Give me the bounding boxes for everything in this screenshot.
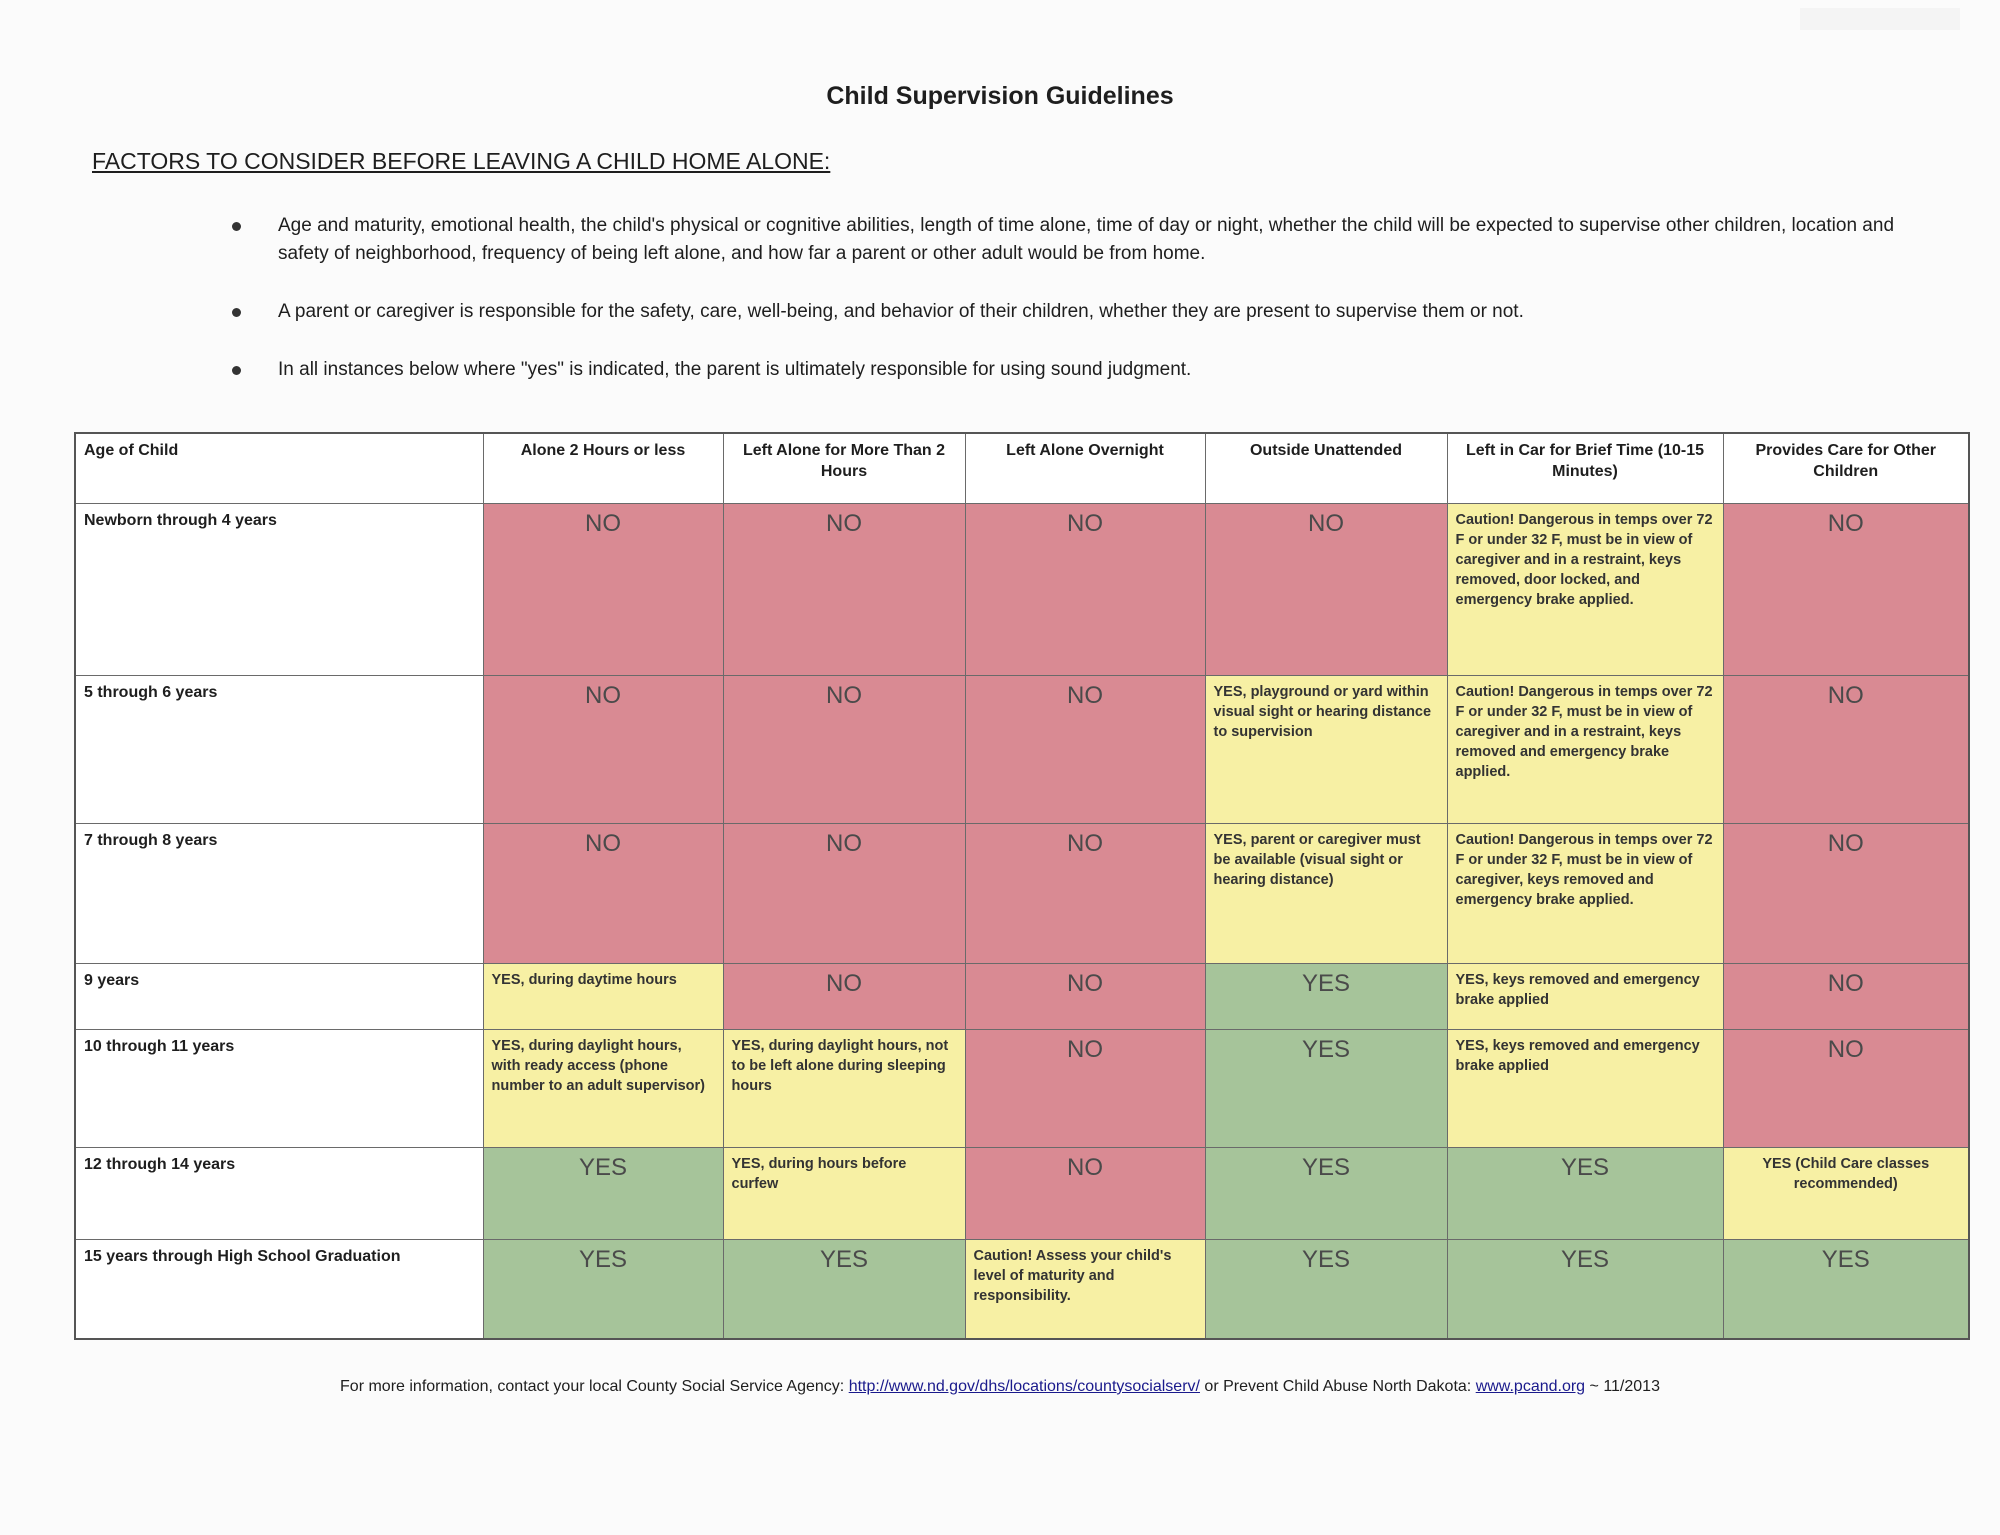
list-item-text: A parent or caregiver is responsible for the safety, care, well-being, and behavior of their children, whether they are present to supervise them or not. (278, 301, 1524, 322)
bullet-icon (232, 308, 241, 317)
status-cell-no: NO (1205, 503, 1447, 675)
column-header: Outside Unattended (1205, 433, 1447, 503)
list-item (230, 212, 1930, 268)
footer-date: ~ 11/2013 (1585, 1378, 1660, 1395)
table-header-row (75, 433, 1969, 503)
footer-text: For more information, contact your local County Social Service Agency: (340, 1378, 849, 1395)
status-cell-no: NO (965, 503, 1205, 675)
status-cell-no: NO (723, 675, 965, 823)
status-cell-yes: YES (1447, 1147, 1723, 1239)
column-header: Left in Car for Brief Time (10-15 Minutes) (1447, 433, 1723, 503)
status-cell-note: Caution! Assess your child's level of maturity and responsibility. (965, 1239, 1205, 1339)
list-item (230, 356, 1930, 384)
list-item-text: In all instances below where "yes" is indicated, the parent is ultimately responsible for using sound judgment. (278, 359, 1192, 380)
status-cell-yes: YES (1205, 1147, 1447, 1239)
status-cell-no: NO (965, 1147, 1205, 1239)
list-item (230, 298, 1930, 326)
table-row (75, 503, 1969, 675)
bullet-icon (232, 222, 241, 231)
status-cell-no: NO (1723, 1029, 1969, 1147)
status-cell-no: NO (483, 823, 723, 963)
page-title: Child Supervision Guidelines (826, 82, 1174, 110)
table-row (75, 1029, 1969, 1147)
status-cell-no: NO (965, 823, 1205, 963)
status-cell-note: Caution! Dangerous in temps over 72 F or under 32 F, must be in view of caregiver and in a restraint, keys removed, door locked, and emergency brake applied. (1447, 503, 1723, 675)
age-cell: 12 through 14 years (75, 1147, 483, 1239)
status-cell-yes: YES (723, 1239, 965, 1339)
factors-list (230, 212, 1930, 414)
status-cell-no: NO (723, 823, 965, 963)
status-cell-yes: YES (483, 1147, 723, 1239)
column-header: Left Alone Overnight (965, 433, 1205, 503)
status-cell-no: NO (965, 675, 1205, 823)
age-cell: 15 years through High School Graduation (75, 1239, 483, 1339)
status-cell-note: Caution! Dangerous in temps over 72 F or under 32 F, must be in view of caregiver, keys removed and emergency brake applied. (1447, 823, 1723, 963)
scan-corner-mark (1800, 8, 1960, 30)
table-row (75, 1147, 1969, 1239)
pcand-link[interactable]: www.pcand.org (1475, 1378, 1586, 1395)
status-cell-yes: YES (1205, 1239, 1447, 1339)
column-header: Age of Child (75, 433, 483, 503)
table-row (75, 823, 1969, 963)
county-services-link[interactable]: http://www.nd.gov/dhs/locations/countysocialserv/ (848, 1378, 1200, 1395)
column-header: Provides Care for Other Children (1723, 433, 1969, 503)
footer (0, 1378, 2000, 1396)
status-cell-no: NO (723, 963, 965, 1029)
status-cell-no: NO (723, 503, 965, 675)
status-cell-note: YES, during daylight hours, not to be left alone during sleeping hours (723, 1029, 965, 1147)
status-cell-yes: YES (1205, 963, 1447, 1029)
column-header: Left Alone for More Than 2 Hours (723, 433, 965, 503)
status-cell-note: YES, during hours before curfew (723, 1147, 965, 1239)
status-cell-note: YES, during daytime hours (483, 963, 723, 1029)
table-row (75, 1239, 1969, 1339)
table-row (75, 675, 1969, 823)
status-cell-note: Caution! Dangerous in temps over 72 F or under 32 F, must be in view of caregiver and in a restraint, keys removed and emergency brake applied. (1447, 675, 1723, 823)
status-cell-no: NO (483, 675, 723, 823)
list-item-text: Age and maturity, emotional health, the child's physical or cognitive abilities, length of time alone, time of day or night, whether the child will be expected to supervise other children, location and safety of neighborhood, frequency of being left alone, and how far a parent or other adult would be from home. (278, 215, 1895, 264)
table-row (75, 963, 1969, 1029)
bullet-icon (232, 366, 241, 375)
status-cell-no: NO (1723, 823, 1969, 963)
status-cell-no: NO (483, 503, 723, 675)
footer-text: or Prevent Child Abuse North Dakota: (1199, 1378, 1476, 1395)
status-cell-note: YES, playground or yard within visual sight or hearing distance to supervision (1205, 675, 1447, 823)
column-header: Alone 2 Hours or less (483, 433, 723, 503)
status-cell-no: NO (1723, 963, 1969, 1029)
status-cell-no: NO (965, 1029, 1205, 1147)
status-cell-note: YES, during daylight hours, with ready access (phone number to an adult supervisor) (483, 1029, 723, 1147)
status-cell-yes: YES (1447, 1239, 1723, 1339)
age-cell: 9 years (75, 963, 483, 1029)
factors-heading: FACTORS TO CONSIDER BEFORE LEAVING A CHILD HOME ALONE: (92, 148, 831, 174)
status-cell-yes: YES (1723, 1239, 1969, 1339)
status-cell-note: YES, parent or caregiver must be available (visual sight or hearing distance) (1205, 823, 1447, 963)
age-cell: 7 through 8 years (75, 823, 483, 963)
status-cell-no: NO (1723, 503, 1969, 675)
age-cell: 10 through 11 years (75, 1029, 483, 1147)
status-cell-no: NO (1723, 675, 1969, 823)
age-cell: Newborn through 4 years (75, 503, 483, 675)
status-cell-note: YES, keys removed and emergency brake applied (1447, 1029, 1723, 1147)
age-cell: 5 through 6 years (75, 675, 483, 823)
status-cell-yes: YES (1205, 1029, 1447, 1147)
status-cell-yes: YES (483, 1239, 723, 1339)
supervision-table (74, 432, 1970, 1340)
status-cell-no: NO (965, 963, 1205, 1029)
status-cell-note: YES (Child Care classes recommended) (1723, 1147, 1969, 1239)
status-cell-note: YES, keys removed and emergency brake applied (1447, 963, 1723, 1029)
